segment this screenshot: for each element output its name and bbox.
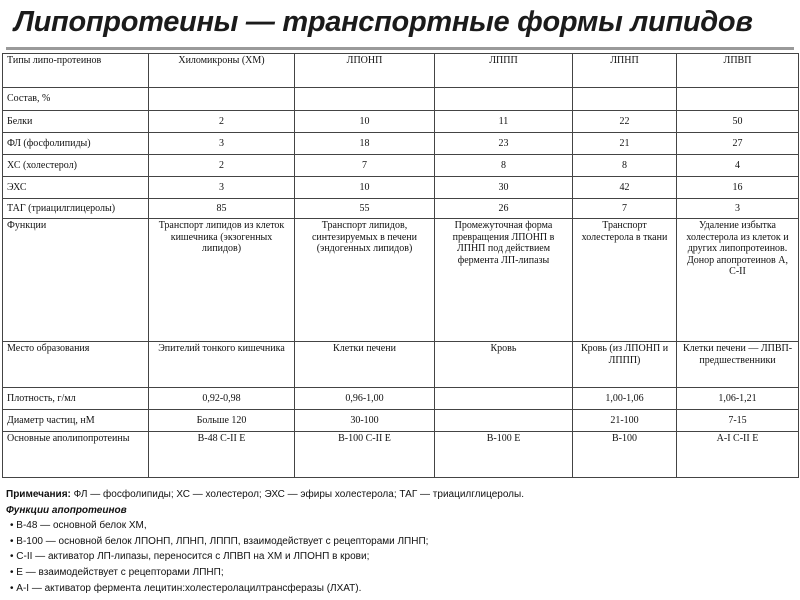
list-item: • В-48 — основной белок ХМ,	[10, 520, 147, 532]
table-cell: 23	[435, 133, 573, 155]
table-cell: Удаление избытка холестерола из клеток и других липопротеинов. Донор апопротеинов А, С-II	[677, 219, 799, 342]
apoprotein-functions-heading: Функции апопротеинов	[6, 504, 127, 516]
table-cell: 0,96-1,00	[295, 388, 435, 410]
table-row-density	[3, 388, 799, 410]
composition-label: Состав, %	[3, 88, 149, 111]
row-label: Основные аполипопротеины	[3, 432, 149, 478]
table-header-cell: ЛППП	[435, 54, 573, 88]
table-row-diameter	[3, 410, 799, 432]
table-cell: Промежуточная форма превращения ЛПОНП в ЛПНП под действием фермента ЛП-липазы	[435, 219, 573, 342]
table-cell: Транспорт холестерола в ткани	[573, 219, 677, 342]
table-cell: 10	[295, 111, 435, 133]
table-cell: 21	[573, 133, 677, 155]
table-cell: 50	[677, 111, 799, 133]
table-cell: B-100	[573, 432, 677, 478]
table-row	[3, 155, 799, 177]
table-cell: 30	[435, 177, 573, 199]
row-label: Место образования	[3, 342, 149, 388]
table-cell: 3	[677, 199, 799, 219]
table-header-cell: ЛПОНП	[295, 54, 435, 88]
notes-text: ФЛ — фосфолипиды; ХС — холестерол; ЭХС — эфиры холестерола; ТАГ — триацилглицеролы.	[73, 489, 524, 500]
table-cell: B-100 C-II E	[295, 432, 435, 478]
notes-section	[6, 487, 796, 596]
table-cell: 0,92-0,98	[149, 388, 295, 410]
title-bar	[0, 0, 800, 44]
table-row	[3, 133, 799, 155]
table-header-cell: Хиломикроны (ХМ)	[149, 54, 295, 88]
table-cell: 10	[295, 177, 435, 199]
table-row-functions	[3, 219, 799, 342]
table-cell: 8	[435, 155, 573, 177]
table-row	[3, 177, 799, 199]
table-cell: 2	[149, 111, 295, 133]
table-cell: 11	[435, 111, 573, 133]
table-cell: 85	[149, 199, 295, 219]
row-label: Диаметр частиц, нМ	[3, 410, 149, 432]
table-cell: B-100 E	[435, 432, 573, 478]
table-cell: Транспорт липидов, синтезируемых в печени (эндогенных липидов)	[295, 219, 435, 342]
list-item: • С-II — активатор ЛП-липазы, переносится с ЛПВП на ХМ и ЛПОНП в крови;	[10, 551, 370, 563]
table-cell: 21-100	[573, 410, 677, 432]
table-cell: 7	[573, 199, 677, 219]
table-cell: 3	[149, 133, 295, 155]
table-cell: 4	[677, 155, 799, 177]
row-label: ФЛ (фосфолипиды)	[3, 133, 149, 155]
table-header-cell: ЛПВП	[677, 54, 799, 88]
table-cell: Эпителий тонкого кишечника	[149, 342, 295, 388]
lipoprotein-table	[2, 53, 799, 478]
table-cell: 27	[677, 133, 799, 155]
table-cell: A-I C-II E	[677, 432, 799, 478]
table-cell: 42	[573, 177, 677, 199]
row-label: ЭХС	[3, 177, 149, 199]
table-cell: 3	[149, 177, 295, 199]
table-row	[3, 199, 799, 219]
table-cell: 55	[295, 199, 435, 219]
table-cell	[435, 410, 573, 432]
row-label: Белки	[3, 111, 149, 133]
table-cell: B-48 C-II E	[149, 432, 295, 478]
table-cell: 8	[573, 155, 677, 177]
table-cell: 26	[435, 199, 573, 219]
table-cell: Клетки печени	[295, 342, 435, 388]
table-row-origin	[3, 342, 799, 388]
table-cell: Кровь	[435, 342, 573, 388]
table-row	[3, 88, 799, 111]
notes-label: Примечания:	[6, 489, 71, 500]
table-header-cell: ЛПНП	[573, 54, 677, 88]
table-header-cell: Типы липо-протеинов	[3, 54, 149, 88]
table-cell: Клетки печени — ЛПВП-предшественники	[677, 342, 799, 388]
table-cell: 7	[295, 155, 435, 177]
table-cell: 1,00-1,06	[573, 388, 677, 410]
table-cell: Транспорт липидов из клеток кишечника (экзогенных липидов)	[149, 219, 295, 342]
table-header-row	[3, 54, 799, 88]
table-cell: Кровь (из ЛПОНП и ЛППП)	[573, 342, 677, 388]
page-title: Липопротеины — транспортные формы липидов	[14, 6, 753, 38]
table-row-apoproteins	[3, 432, 799, 478]
list-item: • А-I — активатор фермента лецитин:холестеролацилтрансферазы (ЛХАТ).	[10, 582, 362, 594]
list-item: • В-100 — основной белок ЛПОНП, ЛПНП, ЛППП, взаимодействует с рецепторами ЛПНП;	[10, 535, 429, 547]
table-cell: 16	[677, 177, 799, 199]
table-cell: 22	[573, 111, 677, 133]
list-item: • Е — взаимодействует с рецепторами ЛПНП;	[10, 566, 224, 578]
row-label: ТАГ (триацилглицеролы)	[3, 199, 149, 219]
table-cell: 2	[149, 155, 295, 177]
notes-line	[6, 487, 796, 503]
table-cell	[435, 388, 573, 410]
table-cell: 18	[295, 133, 435, 155]
row-label: Функции	[3, 219, 149, 342]
table-cell: Больше 120	[149, 410, 295, 432]
title-divider	[6, 47, 794, 50]
table-cell: 1,06-1,21	[677, 388, 799, 410]
table-cell: 30-100	[295, 410, 435, 432]
table-cell: 7-15	[677, 410, 799, 432]
row-label: ХС (холестерол)	[3, 155, 149, 177]
table-row	[3, 111, 799, 133]
row-label: Плотность, г/мл	[3, 388, 149, 410]
